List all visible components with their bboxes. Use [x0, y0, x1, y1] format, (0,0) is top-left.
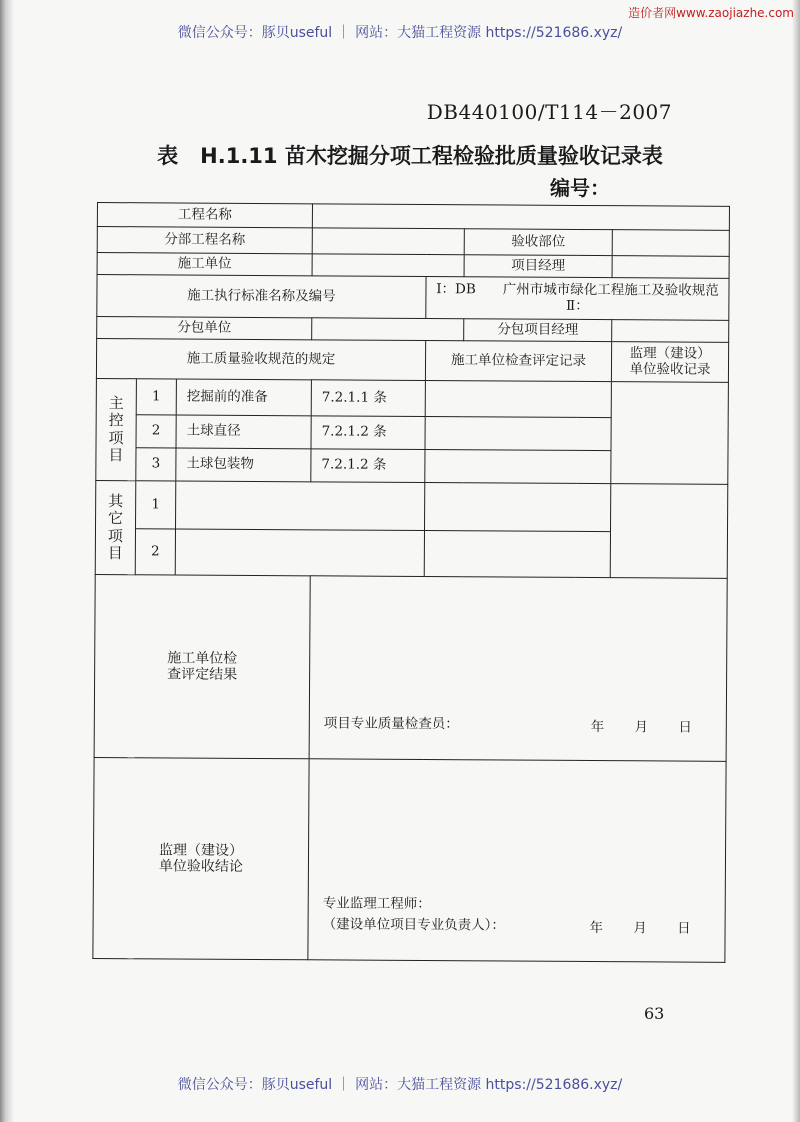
other-items-label — [95, 480, 136, 574]
sub-project-name-label: 分部工程名称 — [97, 227, 312, 254]
main-item-name: 挖掘前的准备 — [176, 379, 311, 416]
main-items-supervision-record[interactable] — [611, 382, 729, 485]
supervision-signatures — [323, 894, 506, 937]
main-item-no: 1 — [136, 379, 176, 415]
main-items-char-3: 项 — [108, 428, 124, 447]
document-title — [0, 140, 800, 170]
subcontractor-value[interactable] — [312, 318, 464, 341]
main-item-clause: 7.2.1.2 条 — [311, 416, 425, 450]
standard-line-2: Ⅱ： — [566, 297, 589, 314]
corner-watermark: 造价者网www.zaojiazhe.com — [628, 6, 794, 20]
supervision-conclusion-line-2: 单位验收结论 — [158, 858, 243, 875]
title-text: H.1.11 苗木挖掘分项工程检验批质量验收记录表 — [200, 144, 663, 168]
main-item-clause: 7.2.1.2 条 — [311, 449, 425, 483]
construction-result-line-1: 施工单位检 — [167, 650, 238, 667]
page-number: 63 — [644, 1004, 665, 1023]
other-item-spec[interactable] — [175, 529, 424, 577]
supervision-header-line-1: 监理（建设） — [629, 345, 711, 362]
main-item-name: 土球包装物 — [176, 448, 311, 482]
standard-value — [426, 277, 729, 321]
main-item-no: 3 — [136, 448, 176, 481]
other-items-char-1: 其 — [108, 492, 124, 511]
other-items-char-2: 它 — [107, 509, 124, 528]
supervision-conclusion-line-1: 监理（建设） — [158, 842, 244, 859]
other-items-supervision-record[interactable] — [610, 484, 728, 579]
project-name-value[interactable] — [312, 204, 729, 231]
quality-inspector-label: 项目专业质量检查员： — [323, 715, 459, 733]
other-items-char-3: 项 — [107, 526, 124, 545]
other-item-no: 2 — [135, 529, 175, 575]
acceptance-part-value[interactable] — [612, 230, 729, 257]
project-manager-value[interactable] — [612, 256, 729, 279]
main-item-check-record[interactable] — [425, 381, 611, 418]
main-items-char-4: 目 — [108, 445, 124, 464]
supervision-engineer-label: 专业监理工程师： — [322, 895, 431, 913]
title-prefix: 表 — [157, 144, 179, 168]
check-record-header: 施工单位检查评定记录 — [425, 341, 611, 382]
construction-result-date: 年 月 日 — [590, 719, 692, 737]
main-item-check-record[interactable] — [425, 417, 611, 451]
sub-project-manager-value[interactable] — [612, 320, 729, 343]
supervision-record-header — [611, 342, 728, 383]
record-table — [92, 202, 730, 963]
main-items-label — [96, 378, 137, 480]
construction-result-line-2: 查评定结果 — [167, 666, 238, 683]
main-item-no: 2 — [136, 415, 176, 448]
other-item-spec[interactable] — [176, 481, 425, 531]
main-items-char-2: 控 — [108, 411, 124, 430]
main-items-char-1: 主 — [108, 394, 124, 413]
sub-project-manager-label: 分包项目经理 — [464, 319, 612, 342]
other-item-no: 1 — [136, 481, 176, 529]
watermark-bottom: 微信公众号：豚贝useful ｜ 网站：大猫工程资源 https://521686.xyz/ — [177, 1077, 623, 1093]
standard-line-1: Ⅰ：DB 广州市城市绿化工程施工及验收规范 — [436, 281, 719, 299]
construction-result-label — [94, 574, 310, 758]
acceptance-part-label: 验收部位 — [464, 229, 612, 256]
supervision-conclusion-date: 年 月 日 — [589, 920, 691, 938]
construction-result-area[interactable] — [309, 576, 727, 762]
construction-unit-label: 施工单位 — [97, 253, 312, 276]
standard-label: 施工执行标准名称及编号 — [97, 275, 426, 319]
supervision-conclusion-area[interactable] — [308, 759, 726, 963]
other-item-check-record[interactable] — [424, 531, 610, 578]
main-item-check-record[interactable] — [425, 450, 611, 484]
project-manager-label: 项目经理 — [464, 255, 612, 278]
acceptance-record-form — [92, 202, 719, 963]
subcontractor-label: 分包单位 — [97, 317, 312, 340]
project-name-label: 工程名称 — [97, 203, 312, 228]
sub-project-name-value[interactable] — [312, 228, 464, 255]
supervision-header-line-2: 单位验收记录 — [629, 360, 711, 378]
supervision-conclusion-label — [93, 757, 309, 959]
other-items-char-4: 目 — [107, 543, 123, 562]
main-item-name: 土球直径 — [176, 415, 311, 449]
serial-number-label: 编号： — [550, 176, 610, 200]
watermark-top: 微信公众号：豚贝useful ｜ 网站：大猫工程资源 https://521686.xyz/ — [177, 25, 623, 41]
owner-rep-label: （建设单位项目专业负责人）： — [322, 916, 505, 934]
standard-code: DB440100/T114－2007 — [426, 100, 672, 124]
spec-header: 施工质量验收规范的规定 — [96, 339, 425, 381]
main-item-clause: 7.2.1.1 条 — [311, 380, 425, 417]
construction-unit-value[interactable] — [312, 254, 464, 277]
other-item-check-record[interactable] — [425, 483, 611, 532]
